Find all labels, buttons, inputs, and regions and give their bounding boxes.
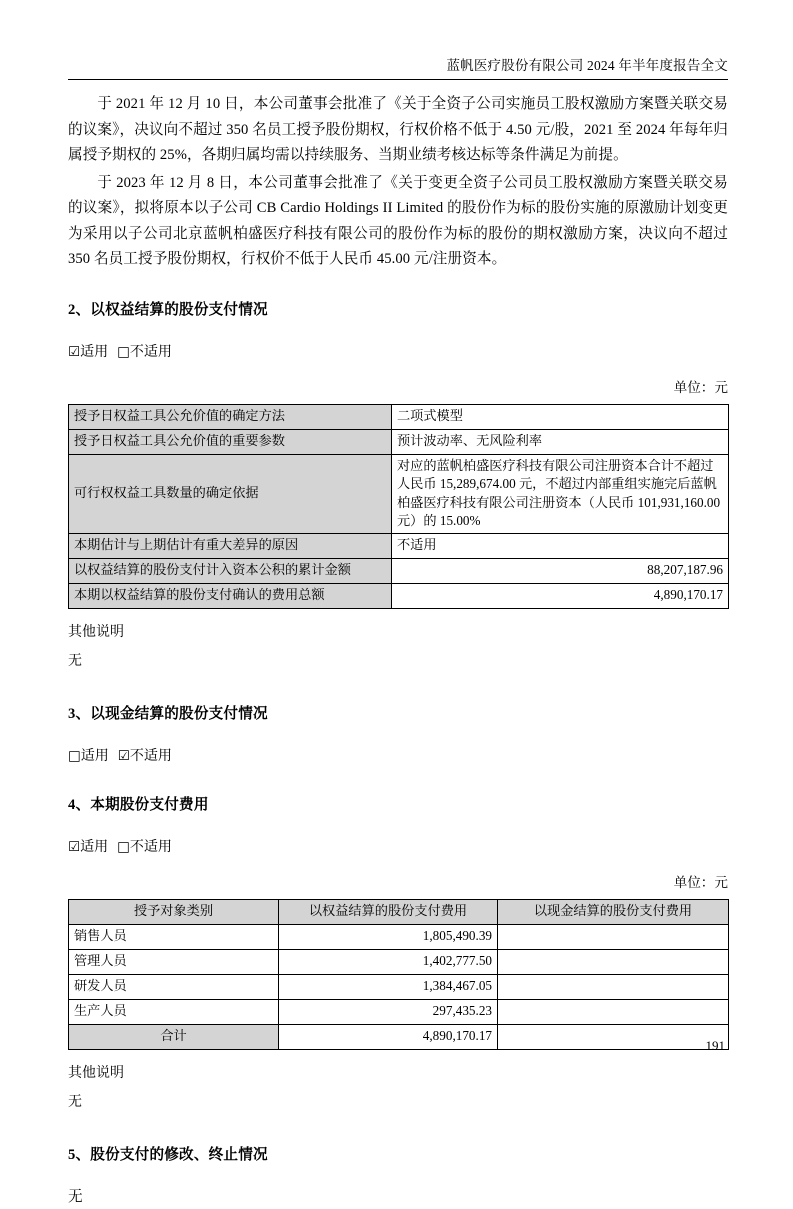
- section-4-other-note-value: 无: [68, 1094, 82, 1110]
- row-value: 88,207,187.96: [392, 558, 729, 583]
- section-2-other-note-label: 其他说明: [68, 624, 124, 640]
- table-row: [69, 583, 729, 608]
- section-3-applicability: [68, 745, 728, 768]
- cell-cash-expense: [498, 999, 729, 1024]
- row-value: 4,890,170.17: [392, 583, 729, 608]
- table-total-row: [69, 1024, 729, 1049]
- cell-equity-expense: 1,402,777.50: [279, 949, 498, 974]
- table-row: [69, 974, 729, 999]
- cell-cash-expense: [498, 949, 729, 974]
- table-row: [69, 429, 729, 454]
- checkbox-checked-icon[interactable]: ☑: [68, 838, 81, 855]
- section-2-not-applicable-label: 不适用: [129, 344, 172, 360]
- table-row: [69, 454, 729, 533]
- cell-category: 研发人员: [69, 974, 279, 999]
- column-header-cash-expense: 以现金结算的股份支付费用: [498, 899, 729, 924]
- section-3-applicable-label: 适用: [80, 748, 109, 764]
- section-2-applicable-label: 适用: [80, 344, 109, 360]
- section-5-value: 无: [68, 1188, 83, 1205]
- checkbox-checked-icon[interactable]: ☑: [68, 343, 81, 360]
- section-4-applicable-option[interactable]: [68, 840, 108, 855]
- row-label: 本期估计与上期估计有重大差异的原因: [69, 533, 392, 558]
- row-label: 本期以权益结算的股份支付确认的费用总额: [69, 583, 392, 608]
- row-label: 授予日权益工具公允价值的重要参数: [69, 429, 392, 454]
- section-4-not-applicable-label: 不适用: [129, 839, 172, 855]
- section-3-heading: 3、以现金结算的股份支付情况: [68, 705, 268, 722]
- checkbox-empty-icon[interactable]: □: [117, 838, 130, 855]
- checkbox-checked-icon[interactable]: ☑: [117, 747, 130, 764]
- table-row: [69, 924, 729, 949]
- table-row: [69, 533, 729, 558]
- cell-category: 销售人员: [69, 924, 279, 949]
- cell-cash-expense: [498, 924, 729, 949]
- section-4-not-applicable-option[interactable]: [117, 840, 172, 855]
- column-header-category: 授予对象类别: [69, 899, 279, 924]
- section-2-applicable-option[interactable]: [68, 345, 108, 360]
- cell-total-cash-expense: [498, 1024, 729, 1049]
- equity-settled-payment-table: [68, 404, 729, 609]
- table-row: [69, 558, 729, 583]
- cell-equity-expense: 1,805,490.39: [279, 924, 498, 949]
- section-4-unit: 单位：元: [673, 874, 728, 890]
- table-row: [69, 949, 729, 974]
- row-value: 不适用: [392, 533, 729, 558]
- row-label: 可行权权益工具数量的确定依据: [69, 454, 392, 533]
- cell-category: 生产人员: [69, 999, 279, 1024]
- cell-category: 管理人员: [69, 949, 279, 974]
- table-header-row: [69, 899, 729, 924]
- row-value: 二项式模型: [392, 404, 729, 429]
- section-3-not-applicable-option[interactable]: [118, 749, 172, 764]
- checkbox-empty-icon[interactable]: □: [117, 343, 130, 360]
- cell-total-label: 合计: [69, 1024, 279, 1049]
- section-2-applicability: [68, 341, 728, 364]
- table-row: [69, 999, 729, 1024]
- section-4-other-note-label: 其他说明: [68, 1065, 124, 1081]
- row-label: 以权益结算的股份支付计入资本公积的累计金额: [69, 558, 392, 583]
- checkbox-empty-icon[interactable]: □: [68, 747, 81, 764]
- table-row: [69, 404, 729, 429]
- section-4-applicability: [68, 836, 728, 859]
- header-divider: [68, 79, 728, 80]
- section-2-not-applicable-option[interactable]: [117, 345, 172, 360]
- page-header: [68, 56, 728, 82]
- row-value: 预计波动率、无风险利率: [392, 429, 729, 454]
- section-2-other-note-value: 无: [68, 653, 82, 669]
- cell-equity-expense: 297,435.23: [279, 999, 498, 1024]
- paragraph-2023-amendment: 于 2023 年 12 月 8 日，本公司董事会批准了《关于变更全资子公司员工股权激励方案暨关联交易的议案》，拟将原本以子公司 CB Cardio Holdings II Limited 的股份作为标的股份实施的原激励计划变更为采用以子公司北京蓝帆柏盛医疗科技有限公司的股份作为标的股份的期权激励方案，决议向不超过 350 名员工授予股份期权，行权价不低于人民币 45.00 元/注册资本。: [68, 174, 728, 267]
- section-3-not-applicable-label: 不适用: [129, 748, 172, 764]
- share-payment-expense-table: [68, 899, 729, 1050]
- cell-cash-expense: [498, 974, 729, 999]
- header-title: 蓝帆医疗股份有限公司 2024 年半年度报告全文: [446, 58, 728, 73]
- section-2-heading: 2、以权益结算的股份支付情况: [68, 301, 268, 318]
- page-content: [68, 92, 728, 1209]
- paragraph-2021-grant: 于 2021 年 12 月 10 日，本公司董事会批准了《关于全资子公司实施员工股权激励方案暨关联交易的议案》，决议向不超过 350 名员工授予股份期权，行权价格不低于 4.50 元/股，2021 至 2024 年每年归属授予期权的 25%，各期归属均需以持续服务、当期业绩考核达标等条件满足为前提。: [68, 96, 728, 163]
- section-4-applicable-label: 适用: [80, 839, 109, 855]
- row-value: 对应的蓝帆柏盛医疗科技有限公司注册资本合计不超过人民币 15,289,674.00 元，不超过内部重组实施完后蓝帆柏盛医疗科技有限公司注册资本（人民币 101,931,160.00 元）的 15.00%: [392, 454, 729, 533]
- cell-total-equity-expense: 4,890,170.17: [279, 1024, 498, 1049]
- section-5-heading: 5、股份支付的修改、终止情况: [68, 1146, 268, 1163]
- cell-equity-expense: 1,384,467.05: [279, 974, 498, 999]
- section-4-heading: 4、本期股份支付费用: [68, 796, 209, 813]
- row-label: 授予日权益工具公允价值的确定方法: [69, 404, 392, 429]
- column-header-equity-expense: 以权益结算的股份支付费用: [279, 899, 498, 924]
- page-number: 191: [705, 1038, 725, 1053]
- section-3-applicable-option[interactable]: [68, 749, 109, 764]
- section-2-unit: 单位：元: [673, 379, 728, 395]
